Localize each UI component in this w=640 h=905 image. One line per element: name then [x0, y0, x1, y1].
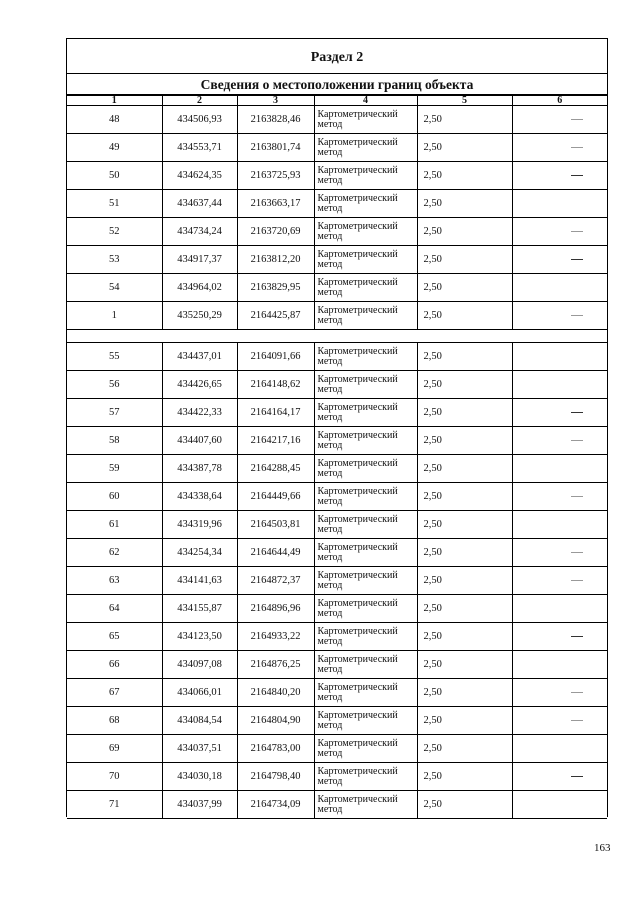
description-cell [512, 246, 607, 274]
column-header: 6 [512, 96, 607, 106]
method-line-1: Картометрический [317, 653, 398, 665]
point-number: 65 [67, 623, 162, 651]
dash-mark [571, 315, 583, 316]
accuracy: 2,50 [417, 567, 512, 595]
dash-mark [571, 636, 583, 637]
method-cell [314, 595, 417, 623]
point-number: 69 [67, 735, 162, 763]
method-cell [314, 190, 417, 218]
point-number: 50 [67, 162, 162, 190]
method-line-1: Картометрический [317, 681, 398, 693]
dash-mark [571, 119, 583, 120]
description-cell [512, 162, 607, 190]
coord-y: 2164217,16 [237, 427, 314, 455]
table-row [67, 679, 607, 707]
column-header: 5 [417, 96, 512, 106]
point-number: 56 [67, 371, 162, 399]
dash-mark [571, 259, 583, 260]
method-line-2: метод [317, 202, 343, 214]
method-line-2: метод [317, 691, 343, 703]
method-line-2: метод [317, 775, 343, 787]
coord-x: 434407,60 [162, 427, 237, 455]
point-number: 66 [67, 651, 162, 679]
coord-y: 2164798,40 [237, 763, 314, 791]
coord-y: 2164164,17 [237, 399, 314, 427]
coord-y: 2163828,46 [237, 106, 314, 134]
description-cell [512, 763, 607, 791]
method-line-1: Картометрический [317, 513, 398, 525]
accuracy: 2,50 [417, 623, 512, 651]
table-row [67, 567, 607, 595]
accuracy: 2,50 [417, 483, 512, 511]
accuracy: 2,50 [417, 343, 512, 371]
dash-mark [571, 720, 583, 721]
method-line-1: Картометрический [317, 373, 398, 385]
table-row [67, 539, 607, 567]
accuracy: 2,50 [417, 190, 512, 218]
method-line-1: Картометрический [317, 709, 398, 721]
table-row [67, 791, 607, 819]
method-cell [314, 371, 417, 399]
method-line-1: Картометрический [317, 276, 398, 288]
coord-y: 2163801,74 [237, 134, 314, 162]
method-cell [314, 623, 417, 651]
method-line-1: Картометрический [317, 793, 398, 805]
accuracy: 2,50 [417, 595, 512, 623]
method-cell [314, 134, 417, 162]
coord-y: 2164876,25 [237, 651, 314, 679]
description-cell [512, 735, 607, 763]
point-number: 64 [67, 595, 162, 623]
description-cell [512, 455, 607, 483]
point-number: 59 [67, 455, 162, 483]
description-cell [512, 371, 607, 399]
coord-y: 2163663,17 [237, 190, 314, 218]
description-cell [512, 343, 607, 371]
coord-y: 2163829,95 [237, 274, 314, 302]
coord-x: 434734,24 [162, 218, 237, 246]
coord-x: 434437,01 [162, 343, 237, 371]
dash-mark [571, 552, 583, 553]
accuracy: 2,50 [417, 511, 512, 539]
method-cell [314, 343, 417, 371]
method-cell [314, 162, 417, 190]
dash-mark [571, 580, 583, 581]
method-line-1: Картометрический [317, 737, 398, 749]
coord-y: 2164644,49 [237, 539, 314, 567]
column-header-row [67, 96, 607, 106]
coord-y: 2164872,37 [237, 567, 314, 595]
point-number: 70 [67, 763, 162, 791]
coord-x: 434097,08 [162, 651, 237, 679]
coord-x: 434084,54 [162, 707, 237, 735]
method-line-2: метод [317, 551, 343, 563]
method-line-1: Картометрический [317, 625, 398, 637]
accuracy: 2,50 [417, 707, 512, 735]
method-cell [314, 791, 417, 819]
separator-cell [67, 330, 607, 343]
coord-x: 434387,78 [162, 455, 237, 483]
dash-mark [571, 231, 583, 232]
accuracy: 2,50 [417, 651, 512, 679]
point-number: 1 [67, 302, 162, 330]
coord-y: 2164933,22 [237, 623, 314, 651]
dash-mark [571, 496, 583, 497]
method-line-1: Картометрический [317, 401, 398, 413]
column-header: 2 [162, 96, 237, 106]
coord-x: 434553,71 [162, 134, 237, 162]
coord-x: 434254,34 [162, 539, 237, 567]
point-number: 71 [67, 791, 162, 819]
description-cell [512, 791, 607, 819]
method-line-2: метод [317, 495, 343, 507]
table-row [67, 595, 607, 623]
accuracy: 2,50 [417, 791, 512, 819]
method-line-1: Картометрический [317, 345, 398, 357]
coord-y: 2164288,45 [237, 455, 314, 483]
table-row [67, 302, 607, 330]
point-number: 58 [67, 427, 162, 455]
method-line-1: Картометрический [317, 765, 398, 777]
method-line-1: Картометрический [317, 485, 398, 497]
table-row [67, 218, 607, 246]
table-row [67, 274, 607, 302]
method-line-2: метод [317, 523, 343, 535]
method-cell [314, 511, 417, 539]
method-cell [314, 539, 417, 567]
coord-x: 434917,37 [162, 246, 237, 274]
method-line-1: Картометрический [317, 248, 398, 260]
table-row [67, 106, 607, 134]
coord-y: 2163720,69 [237, 218, 314, 246]
method-line-1: Картометрический [317, 192, 398, 204]
dash-mark [571, 440, 583, 441]
method-cell [314, 763, 417, 791]
description-cell [512, 511, 607, 539]
coord-y: 2164425,87 [237, 302, 314, 330]
coord-x: 434037,51 [162, 735, 237, 763]
method-cell [314, 455, 417, 483]
description-cell [512, 707, 607, 735]
coord-y: 2164449,66 [237, 483, 314, 511]
section-title: Раздел 2 [67, 39, 607, 74]
accuracy: 2,50 [417, 134, 512, 162]
coord-y: 2164804,90 [237, 707, 314, 735]
method-line-2: метод [317, 439, 343, 451]
method-line-1: Картометрический [317, 457, 398, 469]
method-line-1: Картометрический [317, 220, 398, 232]
method-line-2: метод [317, 663, 343, 675]
table-row [67, 511, 607, 539]
method-cell [314, 427, 417, 455]
method-line-2: метод [317, 314, 343, 326]
dash-mark [571, 412, 583, 413]
page-number: 163 [594, 842, 611, 854]
point-number: 48 [67, 106, 162, 134]
description-cell [512, 427, 607, 455]
method-cell [314, 246, 417, 274]
method-cell [314, 735, 417, 763]
description-cell [512, 679, 607, 707]
method-cell [314, 274, 417, 302]
method-line-2: метод [317, 411, 343, 423]
coord-x: 435250,29 [162, 302, 237, 330]
method-line-2: метод [317, 286, 343, 298]
group-separator-row [67, 330, 607, 343]
coord-y: 2164783,00 [237, 735, 314, 763]
method-line-2: метод [317, 258, 343, 270]
table-row [67, 623, 607, 651]
table-row [67, 343, 607, 371]
method-line-1: Картометрический [317, 108, 398, 120]
table-row [67, 427, 607, 455]
coord-y: 2163812,20 [237, 246, 314, 274]
point-number: 68 [67, 707, 162, 735]
column-header: 1 [67, 96, 162, 106]
table-row [67, 707, 607, 735]
description-cell [512, 539, 607, 567]
table-row [67, 483, 607, 511]
method-cell [314, 483, 417, 511]
accuracy: 2,50 [417, 218, 512, 246]
method-line-1: Картометрический [317, 541, 398, 553]
method-line-2: метод [317, 635, 343, 647]
dash-mark [571, 147, 583, 148]
accuracy: 2,50 [417, 539, 512, 567]
method-cell [314, 567, 417, 595]
point-number: 55 [67, 343, 162, 371]
description-cell [512, 274, 607, 302]
method-line-2: метод [317, 230, 343, 242]
coord-y: 2164148,62 [237, 371, 314, 399]
accuracy: 2,50 [417, 162, 512, 190]
method-cell [314, 679, 417, 707]
description-cell [512, 302, 607, 330]
method-line-2: метод [317, 146, 343, 158]
description-cell [512, 483, 607, 511]
method-line-2: метод [317, 747, 343, 759]
point-number: 49 [67, 134, 162, 162]
coord-y: 2163725,93 [237, 162, 314, 190]
description-cell [512, 190, 607, 218]
method-cell [314, 707, 417, 735]
method-line-2: метод [317, 719, 343, 731]
method-cell [314, 302, 417, 330]
accuracy: 2,50 [417, 455, 512, 483]
point-number: 52 [67, 218, 162, 246]
coord-x: 434624,35 [162, 162, 237, 190]
coord-x: 434506,93 [162, 106, 237, 134]
method-line-2: метод [317, 467, 343, 479]
coord-x: 434155,87 [162, 595, 237, 623]
method-line-1: Картометрический [317, 164, 398, 176]
table-row [67, 651, 607, 679]
point-number: 60 [67, 483, 162, 511]
description-cell [512, 106, 607, 134]
coord-x: 434637,44 [162, 190, 237, 218]
coord-x: 434426,65 [162, 371, 237, 399]
dash-mark [571, 776, 583, 777]
method-cell [314, 399, 417, 427]
accuracy: 2,50 [417, 302, 512, 330]
accuracy: 2,50 [417, 371, 512, 399]
dash-mark [571, 692, 583, 693]
coord-x: 434030,18 [162, 763, 237, 791]
coord-y: 2164896,96 [237, 595, 314, 623]
coord-x: 434964,02 [162, 274, 237, 302]
description-cell [512, 595, 607, 623]
accuracy: 2,50 [417, 399, 512, 427]
method-cell [314, 651, 417, 679]
point-number: 51 [67, 190, 162, 218]
accuracy: 2,50 [417, 106, 512, 134]
table-row [67, 371, 607, 399]
method-line-1: Картометрический [317, 304, 398, 316]
point-number: 63 [67, 567, 162, 595]
coord-x: 434066,01 [162, 679, 237, 707]
table-row [67, 399, 607, 427]
accuracy: 2,50 [417, 274, 512, 302]
coord-y: 2164091,66 [237, 343, 314, 371]
coord-x: 434141,63 [162, 567, 237, 595]
method-cell [314, 106, 417, 134]
table-row [67, 246, 607, 274]
point-number: 54 [67, 274, 162, 302]
method-line-1: Картометрический [317, 429, 398, 441]
dash-mark [571, 175, 583, 176]
coord-x: 434319,96 [162, 511, 237, 539]
description-cell [512, 623, 607, 651]
method-line-2: метод [317, 579, 343, 591]
point-number: 61 [67, 511, 162, 539]
coord-y: 2164503,81 [237, 511, 314, 539]
coord-x: 434338,64 [162, 483, 237, 511]
document-frame [66, 38, 608, 817]
coord-x: 434037,99 [162, 791, 237, 819]
method-line-2: метод [317, 607, 343, 619]
method-line-2: метод [317, 803, 343, 815]
section-subtitle: Сведения о местоположении границ объекта [67, 74, 607, 95]
method-line-1: Картометрический [317, 136, 398, 148]
accuracy: 2,50 [417, 427, 512, 455]
coord-x: 434422,33 [162, 399, 237, 427]
accuracy: 2,50 [417, 246, 512, 274]
table-row [67, 162, 607, 190]
coord-y: 2164840,20 [237, 679, 314, 707]
table-row [67, 190, 607, 218]
method-line-1: Картометрический [317, 597, 398, 609]
coord-y: 2164734,09 [237, 791, 314, 819]
description-cell [512, 218, 607, 246]
method-line-2: метод [317, 174, 343, 186]
column-header: 3 [237, 96, 314, 106]
description-cell [512, 651, 607, 679]
boundary-points-table [67, 95, 607, 819]
accuracy: 2,50 [417, 679, 512, 707]
method-line-2: метод [317, 355, 343, 367]
point-number: 53 [67, 246, 162, 274]
point-number: 62 [67, 539, 162, 567]
table-row [67, 134, 607, 162]
description-cell [512, 399, 607, 427]
column-header: 4 [314, 96, 417, 106]
table-row [67, 735, 607, 763]
table-row [67, 455, 607, 483]
method-line-2: метод [317, 383, 343, 395]
method-line-1: Картометрический [317, 569, 398, 581]
table-row [67, 763, 607, 791]
method-line-2: метод [317, 118, 343, 130]
description-cell [512, 567, 607, 595]
accuracy: 2,50 [417, 735, 512, 763]
coord-x: 434123,50 [162, 623, 237, 651]
accuracy: 2,50 [417, 763, 512, 791]
method-cell [314, 218, 417, 246]
point-number: 57 [67, 399, 162, 427]
description-cell [512, 134, 607, 162]
point-number: 67 [67, 679, 162, 707]
